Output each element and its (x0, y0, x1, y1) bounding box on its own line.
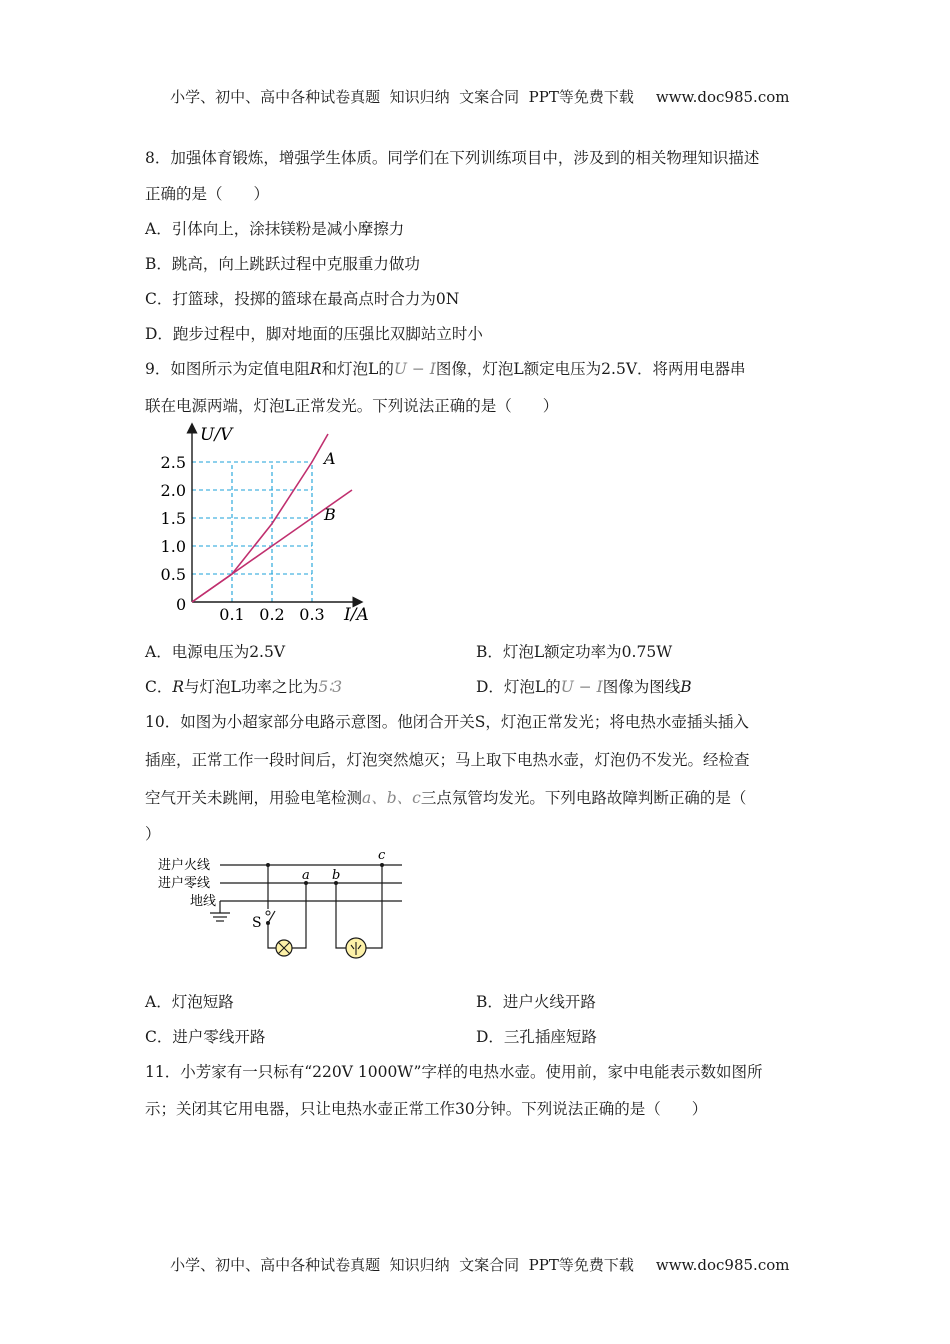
curve-label-b: B (324, 505, 336, 524)
footer-text: 小学、初中、高中各种试卷真题 知识归纳 文案合同 PPT等免费下载 (170, 1256, 634, 1274)
y-axis-label: U/V (200, 425, 233, 445)
y-tick-label: 1.5 (160, 509, 186, 528)
y-tick-label: 2.5 (160, 453, 186, 472)
q9-c-r: R (172, 678, 185, 696)
q9-option-b: B．灯泡L额定功率为0.75W (476, 643, 673, 661)
q10-l3b: 三点氖管均发光。下列电路故障判断正确的是（ (420, 789, 747, 807)
q9-line2: 联在电源两端，灯泡L正常发光。下列说法正确的是（ ） (145, 397, 559, 415)
q9-d-ui: U − I (560, 678, 603, 696)
footer-site[interactable]: www.doc985.com (655, 1256, 790, 1274)
q9-c-b: 与灯泡L功率之比为 (184, 678, 319, 696)
q10-line3 (145, 786, 746, 808)
page-header (0, 68, 950, 107)
ui-graph (150, 420, 390, 630)
point-c-label: c (378, 848, 386, 863)
point-a-label: a (302, 868, 310, 883)
q8-line1: 8．加强体育锻炼，增强学生体质。同学们在下列训练项目中，涉及到的相关物理知识描述 (145, 149, 760, 167)
q10-abc: a、b、c (362, 789, 421, 807)
ground-wire-label: 地线 (190, 894, 217, 909)
point-b-label: b (332, 868, 341, 883)
q9-r: R (309, 360, 322, 378)
q10-option-a: A．灯泡短路 (145, 993, 234, 1011)
x-axis-label: I/A (344, 605, 369, 625)
q9-line1 (145, 357, 746, 379)
q9-l1c: 图像，灯泡L额定电压为2.5V．将两用电器串 (435, 360, 746, 378)
q9-option-a: A．电源电压为2.5V (145, 643, 286, 661)
q9-c-ratio: 5∶3 (318, 678, 343, 696)
curve-label-a: A (324, 449, 336, 468)
q9-l1b: 和灯泡L的 (321, 360, 394, 378)
live-wire-label: 进户火线 (158, 858, 211, 873)
q10-line1: 10．如图为小超家部分电路示意图。他闭合开关S，灯泡正常发光；将电热水壶插头插入 (145, 713, 749, 731)
origin-label: 0 (176, 595, 187, 614)
q9-ui: U − I (393, 360, 436, 378)
header-site[interactable]: www.doc985.com (655, 88, 790, 106)
header-text: 小学、初中、高中各种试卷真题 知识归纳 文案合同 PPT等免费下载 (170, 88, 634, 106)
x-tick-label: 0.1 (219, 605, 245, 624)
q9-option-d (476, 675, 692, 697)
q8-option-b: B．跳高，向上跳跃过程中克服重力做功 (145, 255, 420, 273)
y-tick-label: 0.5 (160, 565, 186, 584)
circuit-diagram (150, 845, 410, 975)
q11-line1: 11．小芳家有一只标有“220V 1000W”字样的电热水壶。使用前，家中电能表示数如图所 (145, 1063, 763, 1081)
q9-d-a: D．灯泡L的 (476, 678, 561, 696)
y-tick-label: 2.0 (160, 481, 186, 500)
q10-option-c: C．进户零线开路 (145, 1028, 266, 1046)
switch-label: S (252, 915, 262, 931)
q10-line2: 插座，正常工作一段时间后，灯泡突然熄灭；马上取下电热水壶，灯泡仍不发光。经检查 (145, 751, 750, 769)
q10-option-b: B．进户火线开路 (476, 993, 596, 1011)
page-footer (0, 1236, 950, 1275)
q9-option-c (145, 675, 342, 697)
q8-option-a: A．引体向上，涂抹镁粉是减小摩擦力 (145, 220, 405, 238)
switch-s (268, 911, 275, 923)
q10-option-d: D．三孔插座短路 (476, 1028, 597, 1046)
x-tick-label: 0.3 (299, 605, 325, 624)
neutral-wire-label: 进户零线 (158, 876, 211, 891)
q9-d-curve: B (680, 678, 692, 696)
q9-l1a: 9．如图所示为定值电阻 (145, 360, 310, 378)
q9-d-b: 图像为图线 (602, 678, 681, 696)
q8-option-c: C．打篮球，投掷的篮球在最高点时合力为0N (145, 290, 460, 308)
q8-line2: 正确的是（ ） (145, 185, 270, 203)
q10-l3a: 空气开关未跳闸，用验电笔检测 (145, 789, 363, 807)
q9-c-a: C． (145, 678, 173, 696)
y-tick-label: 1.0 (160, 537, 186, 556)
q8-option-d: D．跑步过程中，脚对地面的压强比双脚站立时小 (145, 325, 483, 343)
x-tick-label: 0.2 (259, 605, 285, 624)
q11-line2: 示；关闭其它用电器，只让电热水壶正常工作30分钟。下列说法正确的是（ ） (145, 1100, 708, 1118)
q10-line4: ） (145, 825, 161, 843)
